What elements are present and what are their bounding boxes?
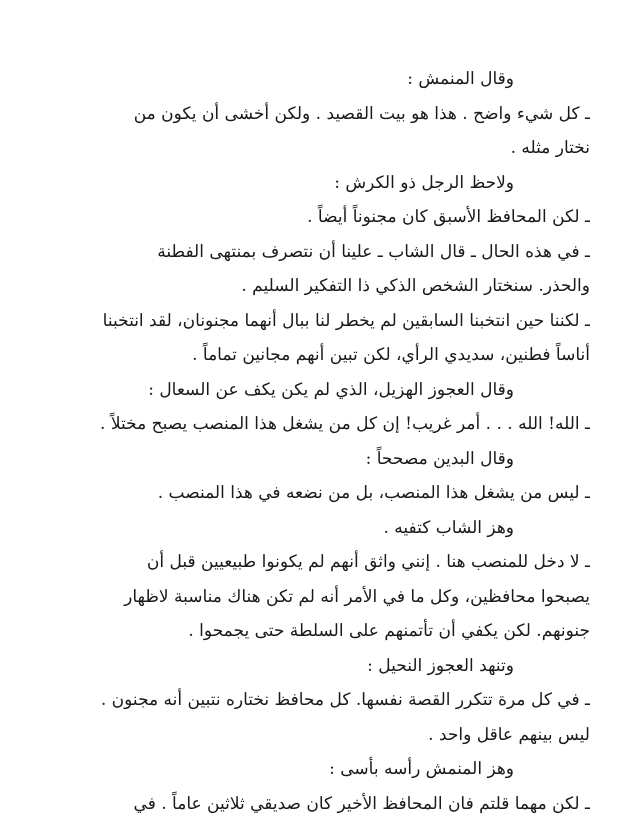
dialogue-line: ـ في هذه الحال ـ قال الشاب ـ علينا أن نتصرف بمنتهى الفطنة [28, 235, 590, 270]
continuation-line: أناساً فطنين، سديدي الرأي، لكن تبين أنهم مجانين تماماً . [28, 338, 590, 373]
continuation-line: ليس بينهم عاقل واحد . [28, 718, 590, 753]
speaker-line: وقال المنمش : [28, 62, 590, 97]
dialogue-line: ـ كل شيء واضح . هذا هو بيت القصيد . ولكن أخشى أن يكون من [28, 97, 590, 132]
speaker-line: وقال العجوز الهزيل، الذي لم يكن يكف عن السعال : [28, 373, 590, 408]
dialogue-line: ـ ليس من يشغل هذا المنصب، بل من نضعه في هذا المنصب . [28, 476, 590, 511]
dialogue-line: ـ الله! الله . . . أمر غريب! إن كل من يشغل هذا المنصب يصبح مختلاً . [28, 407, 590, 442]
speaker-line: وقال البدين مصححاً : [28, 442, 590, 477]
dialogue-line: ـ لكننا حين انتخبنا السابقين لم يخطر لنا ببال أنهما مجنونان، لقد انتخبنا [28, 304, 590, 339]
dialogue-line: ـ لا دخل للمنصب هنا . إنني واثق أنهم لم يكونوا طبيعيين قبل أن [28, 545, 590, 580]
dialogue-line: ـ في كل مرة تتكرر القصة نفسها. كل محافظ نختاره نتبين أنه مجنون . [28, 683, 590, 718]
speaker-line: وهز الشاب كتفيه . [28, 511, 590, 546]
dialogue-line: ـ لكن المحافظ الأسبق كان مجنوناً أيضاً . [28, 200, 590, 235]
continuation-line: نختار مثله . [28, 131, 590, 166]
speaker-line: وهز المنمش رأسه بأسى : [28, 752, 590, 787]
dialogue-line: ـ لكن مهما قلتم فان المحافظ الأخير كان صديقي ثلاثين عاماً . في [28, 787, 590, 821]
speaker-line: وتنهد العجوز النحيل : [28, 649, 590, 684]
continuation-line: والحذر. سنختار الشخص الذكي ذا التفكير السليم . [28, 269, 590, 304]
body-text [28, 62, 590, 821]
speaker-line: ولاحظ الرجل ذو الكرش : [28, 166, 590, 201]
continuation-line: جنونهم. لكن يكفي أن تأتمنهم على السلطة حتى يجمحوا . [28, 614, 590, 649]
continuation-line: يصبحوا محافظين، وكل ما في الأمر أنه لم تكن هناك مناسبة لاظهار [28, 580, 590, 615]
